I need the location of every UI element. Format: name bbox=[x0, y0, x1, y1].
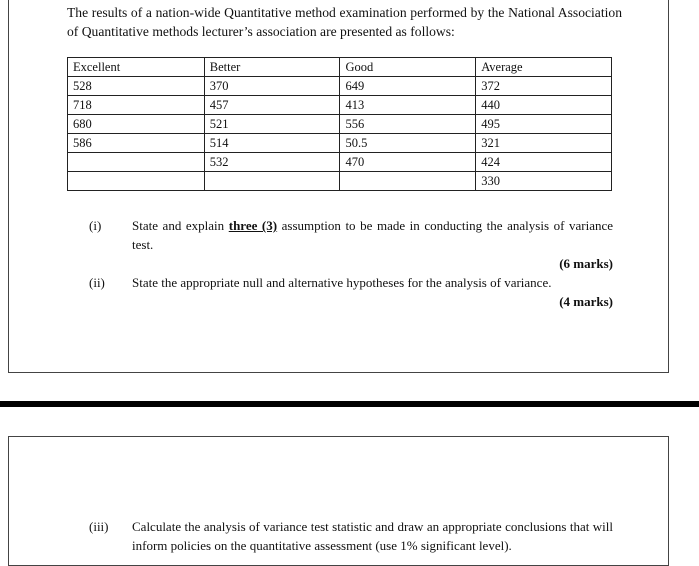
table-row bbox=[68, 115, 612, 134]
question-text bbox=[132, 216, 613, 273]
question-text bbox=[132, 273, 613, 311]
header-average: Average bbox=[476, 58, 612, 77]
table-cell: 680 bbox=[68, 115, 205, 134]
table-cell: 586 bbox=[68, 134, 205, 153]
question-marks: (6 marks) bbox=[559, 256, 613, 271]
table-row bbox=[68, 77, 612, 96]
question-text-end: assumption to be made in conducting the analysis of variance test. bbox=[132, 218, 613, 252]
table-cell: 649 bbox=[340, 77, 476, 96]
table-cell: 50.5 bbox=[340, 134, 476, 153]
question-panel-top bbox=[8, 0, 669, 373]
table-row bbox=[68, 134, 612, 153]
table-cell: 532 bbox=[204, 153, 340, 172]
question-i bbox=[89, 216, 614, 271]
table-header-row bbox=[68, 58, 612, 77]
table-row bbox=[68, 172, 612, 191]
table-cell bbox=[68, 172, 205, 191]
question-number: (ii) bbox=[89, 275, 105, 290]
question-marks: (4 marks) bbox=[559, 294, 613, 309]
table-cell: 330 bbox=[476, 172, 612, 191]
table-cell: 413 bbox=[340, 96, 476, 115]
header-good: Good bbox=[340, 58, 476, 77]
table-cell bbox=[340, 172, 476, 191]
results-table bbox=[67, 57, 612, 191]
table-cell: 440 bbox=[476, 96, 612, 115]
table-cell: 718 bbox=[68, 96, 205, 115]
question-text-start: State and explain bbox=[132, 218, 229, 233]
question-panel-bottom bbox=[8, 436, 669, 566]
header-excellent: Excellent bbox=[68, 58, 205, 77]
question-iii bbox=[89, 517, 614, 557]
question-number: (iii) bbox=[89, 519, 109, 534]
table-cell: 470 bbox=[340, 153, 476, 172]
question-text: Calculate the analysis of variance test statistic and draw an appropriate conclusions that will inform policies on the quantitative assessment (use 1% significant level). bbox=[132, 519, 613, 553]
intro-paragraph: The results of a nation-wide Quantitative method examination performed by the National Association of Quantitative methods lecturer’s association are presented as follows: bbox=[67, 5, 622, 39]
table-cell: 556 bbox=[340, 115, 476, 134]
question-ii bbox=[89, 273, 614, 313]
table-cell: 370 bbox=[204, 77, 340, 96]
question-text-body: State the appropriate null and alternative hypotheses for the analysis of variance. bbox=[132, 275, 552, 290]
table-cell: 457 bbox=[204, 96, 340, 115]
table-cell: 521 bbox=[204, 115, 340, 134]
question-emphasis: three (3) bbox=[228, 218, 278, 233]
table-row bbox=[68, 96, 612, 115]
table-cell: 321 bbox=[476, 134, 612, 153]
table-cell bbox=[68, 153, 205, 172]
table-cell: 514 bbox=[204, 134, 340, 153]
header-better: Better bbox=[204, 58, 340, 77]
section-divider bbox=[0, 401, 699, 407]
table-cell: 424 bbox=[476, 153, 612, 172]
table-cell: 528 bbox=[68, 77, 205, 96]
table-cell bbox=[204, 172, 340, 191]
table-cell: 495 bbox=[476, 115, 612, 134]
table-row bbox=[68, 153, 612, 172]
table-cell: 372 bbox=[476, 77, 612, 96]
question-number: (i) bbox=[89, 218, 102, 233]
